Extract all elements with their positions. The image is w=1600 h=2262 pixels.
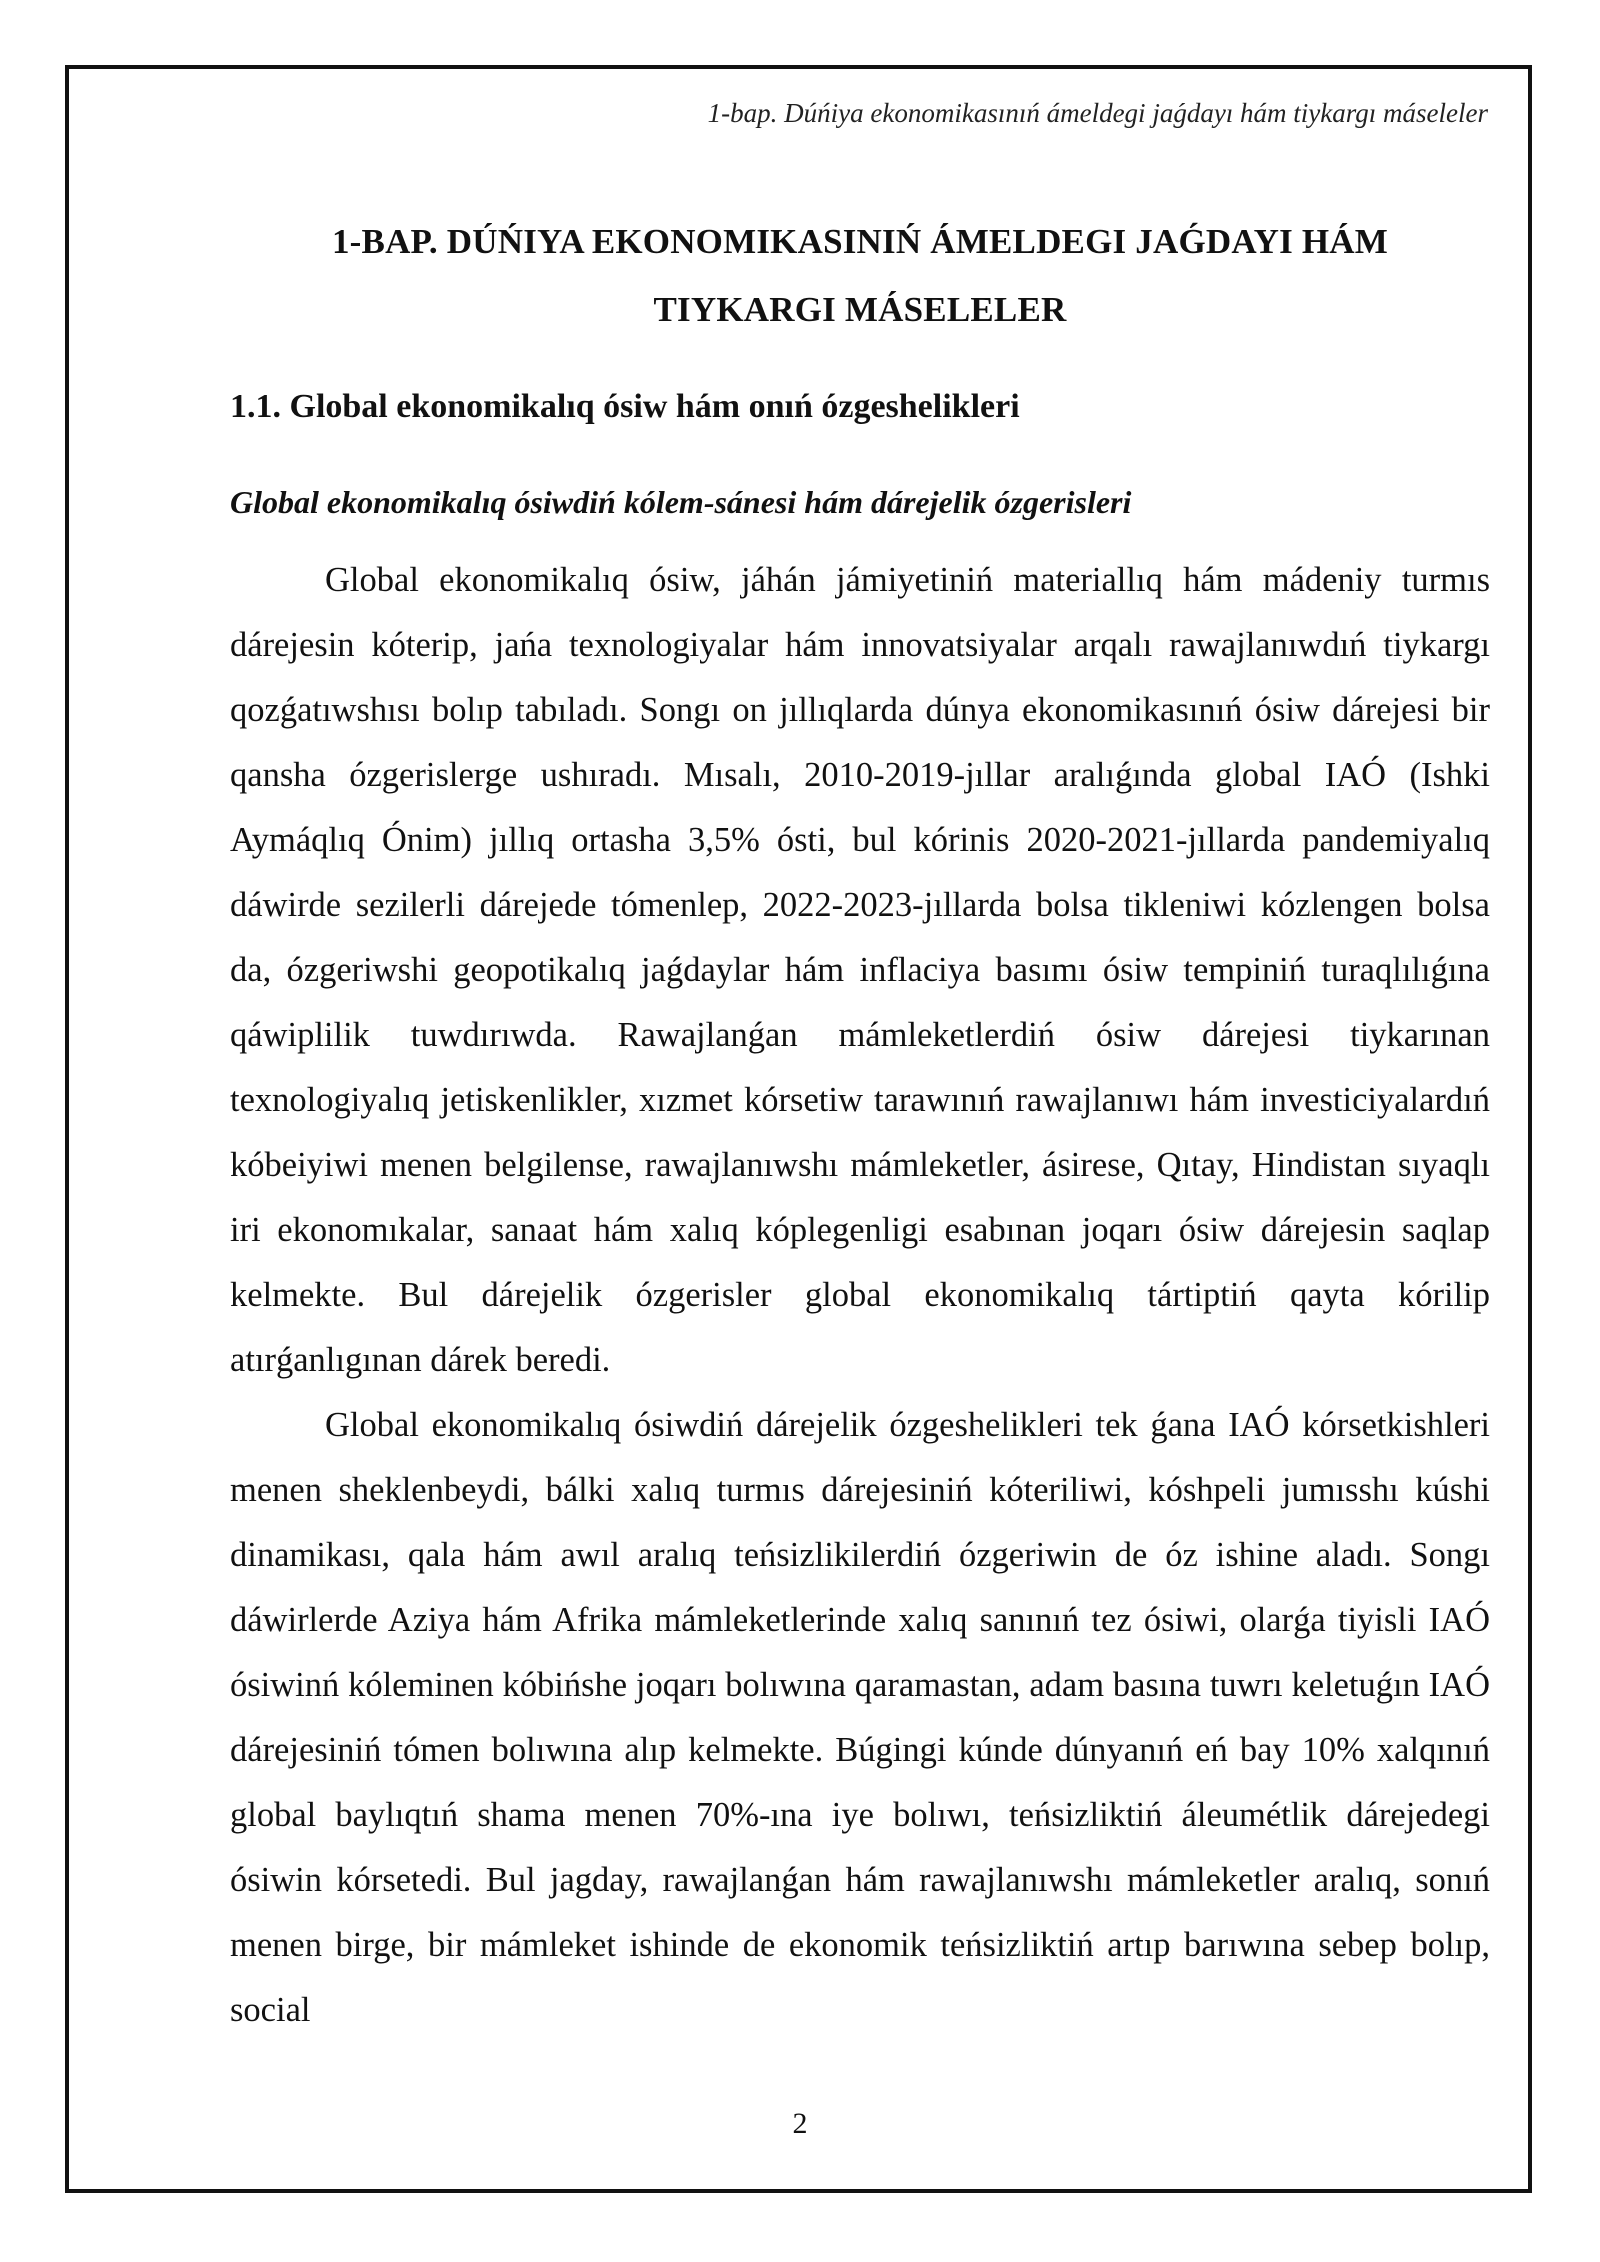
- paragraph-2: Global ekonomikalıq ósiwdiń dárejelik ózgeshelikleri tek ǵana IAÓ kórsetkishleri menen sheklenbeydi, bálki xalıq turmıs dárejesiniń kóteriliwi, kóshpeli jumısshı kúshi dinamikası, qala hám awıl aralıq teńsizlikilerdiń ózgeriwin de óz ishine aladı. Songı dáwirlerde Aziya hám Afrika mámleketlerinde xalıq sanınıń tez ósiwi, olarǵa tiyisli IAÓ ósiwinń kóleminen kóbińshe joqarı bolıwına qaramastan, adam basına tuwrı keletuǵın IAÓ dárejesiniń tómen bolıwına alıp kelmekte. Búgingi kúnde dúnyanıń eń bay 10% xalqınıń global baylıqtıń shama menen 70%-ına iye bolıwı, teńsizliktiń áleumétlik dárejedegi ósiwin kórsetedi. Bul jagday, rawajlanǵan hám rawajlanıwshı mámleketler aralıq, sonıń menen birge, bir mámleket ishinde de ekonomik teńsizliktiń artıp barıwına sebep bolıp, social: [230, 1406, 1490, 2029]
- body-text: [230, 548, 1490, 2043]
- subsection-heading: Global ekonomikalıq ósiwdiń kólem-sánesi hám dárejelik ózgerisleri: [230, 484, 1132, 520]
- chapter-title-line-2: TIYKARGI MÁSELELER: [653, 290, 1067, 329]
- paragraph-1: Global ekonomikalıq ósiw, jáhán jámiyetiniń materiallıq hám mádeniy turmıs dárejesin kóterip, jańa texnologiyalar hám innovatsiyalar arqalı rawajlanıwdıń tiykargı qozǵatıwshısı bolıp tabıladı. Songı on jıllıqlarda dúnya ekonomikasınıń ósiw dárejesi bir qansha ózgerislerge ushıradı. Mısalı, 2010-2019-jıllar aralıǵında global IAÓ (Ishki Aymáqlıq Ónim) jıllıq ortasha 3,5% ósti, bul kórinis 2020-2021-jıllarda pandemiyalıq dáwirde sezilerli dárejede tómenlep, 2022-2023-jıllarda bolsa tikleniwi kózlengen bolsa da, ózgeriwshi geopotikalıq jaǵdaylar hám inflaciya basımı ósiw tempiniń turaqlılıǵına qáwiplilik tuwdırıwda. Rawajlanǵan mámleketlerdiń ósiw dárejesi tiykarınan texnologiyalıq jetiskenlikler, xızmet kórsetiw tarawınıń rawajlanıwı hám investiciyalardıń kóbeiyiwi menen belgilense, rawajlanıwshı mámleketler, ásirese, Qıtay, Hindistan sıyaqlı iri ekonomıkalar, sanaat hám xalıq kóplegenligi esabınan joqarı ósiw dárejesin saqlap kelmekte. Bul dárejelik ózgerisler global ekonomikalıq tártiptiń qayta kórilip atırǵanlıgınan dárek beredi.: [230, 561, 1490, 1379]
- section-heading: 1.1. Global ekonomikalıq ósiw hám onıń ózgeshelikleri: [230, 388, 1020, 425]
- page-number: 2: [792, 2107, 808, 2140]
- running-header: 1-bap. Dúńiya ekonomikasınıń ámeldegi jaǵdayı hám tiykargı máseleler: [707, 98, 1488, 128]
- chapter-title: [230, 208, 1490, 344]
- chapter-title-line-1: 1-BAP. DÚŃIYA EKONOMIKASINIŃ ÁMELDEGI JAǴDAYI HÁM: [331, 222, 1389, 261]
